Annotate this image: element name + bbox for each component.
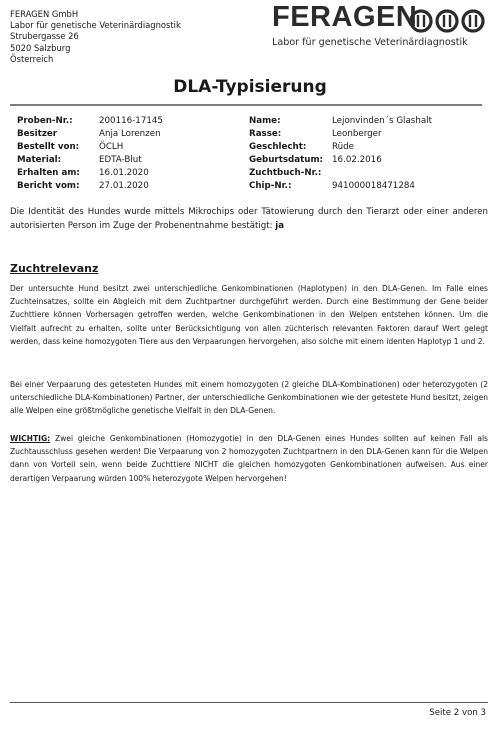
info-row-material	[17, 154, 242, 167]
info-row-ordered-by	[17, 141, 242, 154]
info-row-birth-date	[249, 154, 489, 167]
sender-company: FERAGEN GmbH	[10, 9, 79, 19]
info-value: Lejonvinden´s Glashalt	[332, 116, 432, 126]
info-row-sample-no	[17, 115, 242, 128]
sender-country: Österreich	[10, 53, 54, 64]
info-label: Zuchtbuch-Nr.:	[249, 168, 322, 178]
info-value: 27.01.2020	[99, 181, 149, 191]
info-value: ÖCLH	[99, 142, 124, 152]
breeding-paragraph-1: Der untersuchte Hund besitzt zwei unterschiedliche Genkombinationen (Haplotypen) in den DLA-Genen. Im Falle eines Zuchteinsatzes, sollte ein Abgleich mit dem Zuchtpartner durchgeführt werden. Durch eine Bestimmung der Gene beider Zuchttiere können Vorhersagen getroffen werden, welche Genkombinationen in den Welpen entstehen können. Um die Vielfalt aufrecht zu erhalten, sollte unter Berücksichtigung von allen züchterisch relevanten Faktoren darauf Wert gelegt werden, dass keine homozygoten Tiere aus den Verpaarungen hervorgehen, also solche mit einem identen Haplotyp 1 und 2.	[10, 284, 488, 346]
info-value: 200116-17145	[99, 116, 163, 126]
info-value: EDTA-Blut	[99, 155, 142, 165]
info-label: Geburtsdatum:	[249, 155, 323, 165]
info-value: 941000018471284	[332, 181, 415, 191]
info-value: Leonberger	[332, 129, 382, 139]
info-row-owner	[17, 128, 242, 141]
info-row-sex	[249, 141, 489, 154]
info-label: Erhalten am:	[17, 168, 80, 178]
identity-text: Die Identität des Hundes wurde mittels Mikrochips oder Tätowierung durch den Tierarzt oder einer anderen autorisierten Person im Zuge der Probenentnahme bestätigt:	[10, 207, 488, 231]
sender-city: 5020 Salzburg	[10, 42, 71, 53]
warning-label: WICHTIG:	[10, 434, 51, 443]
info-label: Bericht vom:	[17, 181, 80, 191]
info-label: Name:	[249, 116, 281, 126]
logo-tagline: Labor für genetische Veterinärdiagnostik	[272, 37, 468, 48]
info-label: Geschlecht:	[249, 142, 307, 152]
feragen-logo	[272, 1, 494, 55]
breeding-warning	[10, 432, 488, 485]
info-row-report-date	[17, 180, 242, 193]
info-value: 16.01.2020	[99, 168, 149, 178]
info-label: Rasse:	[249, 129, 282, 139]
info-row-studbook-no	[249, 167, 489, 180]
identity-answer: ja	[275, 221, 284, 231]
dna-helix-icon	[406, 7, 490, 35]
dog-info	[249, 115, 489, 193]
footer-divider	[10, 702, 488, 703]
info-value: Rüde	[332, 142, 355, 152]
info-row-name	[249, 115, 489, 128]
breeding-relevance-heading: Zuchtrelevanz	[10, 262, 99, 275]
breeding-paragraph-2: Bei einer Verpaarung des getesteten Hundes mit einem homozygoten (2 gleiche DLA-Kombinationen) oder heterozygoten (2 unterschiedliche DLA-Kombinationen) Partner, der unterschiedliche Genkombinationen wie der getestete Hund besitzt, zeigen alle Welpen eine größtmögliche genetische Vielfalt in den DLA-Genen.	[10, 380, 488, 416]
info-label: Proben-Nr.:	[17, 116, 73, 126]
info-label: Bestellt von:	[17, 142, 80, 152]
sender-lab-name: Labor für genetische Veterinärdiagnostik	[10, 20, 181, 31]
info-row-breed	[249, 128, 489, 141]
sample-info	[17, 115, 242, 193]
info-value: Anja Lorenzen	[99, 129, 161, 139]
info-label: Material:	[17, 155, 62, 165]
page-number: Seite 2 von 3	[429, 708, 486, 718]
title-divider	[10, 104, 482, 106]
info-value: 16.02.2016	[332, 155, 382, 165]
info-label: Besitzer	[17, 129, 58, 139]
info-row-chip-no	[249, 180, 489, 193]
warning-text: Zwei gleiche Genkombinationen (Homozygotie) in den DLA-Genen eines Hundes sollten auf keinen Fall als Zuchtausschluss gesehen werden! Die Verpaarung von 2 homozygoten Zuchtpartnern in den DLA-Genen kann für die Welpen dann von Vorteil sein, wenn beide Zuchttiere NICHT die gleichen homozygoten Genkombinationen aufweisen. Aus einer derartigen Verpaarung würden 100% heterozygote Welpen hervorgehen!	[10, 434, 488, 483]
identity-statement	[10, 205, 488, 233]
logo-wordmark: FERAGEN	[272, 1, 418, 33]
sender-address	[10, 9, 181, 65]
sender-street: Strubergasse 26	[10, 31, 79, 42]
info-label: Chip-Nr.:	[249, 181, 292, 191]
document-title: DLA-Typisierung	[173, 77, 327, 97]
info-row-received	[17, 167, 242, 180]
